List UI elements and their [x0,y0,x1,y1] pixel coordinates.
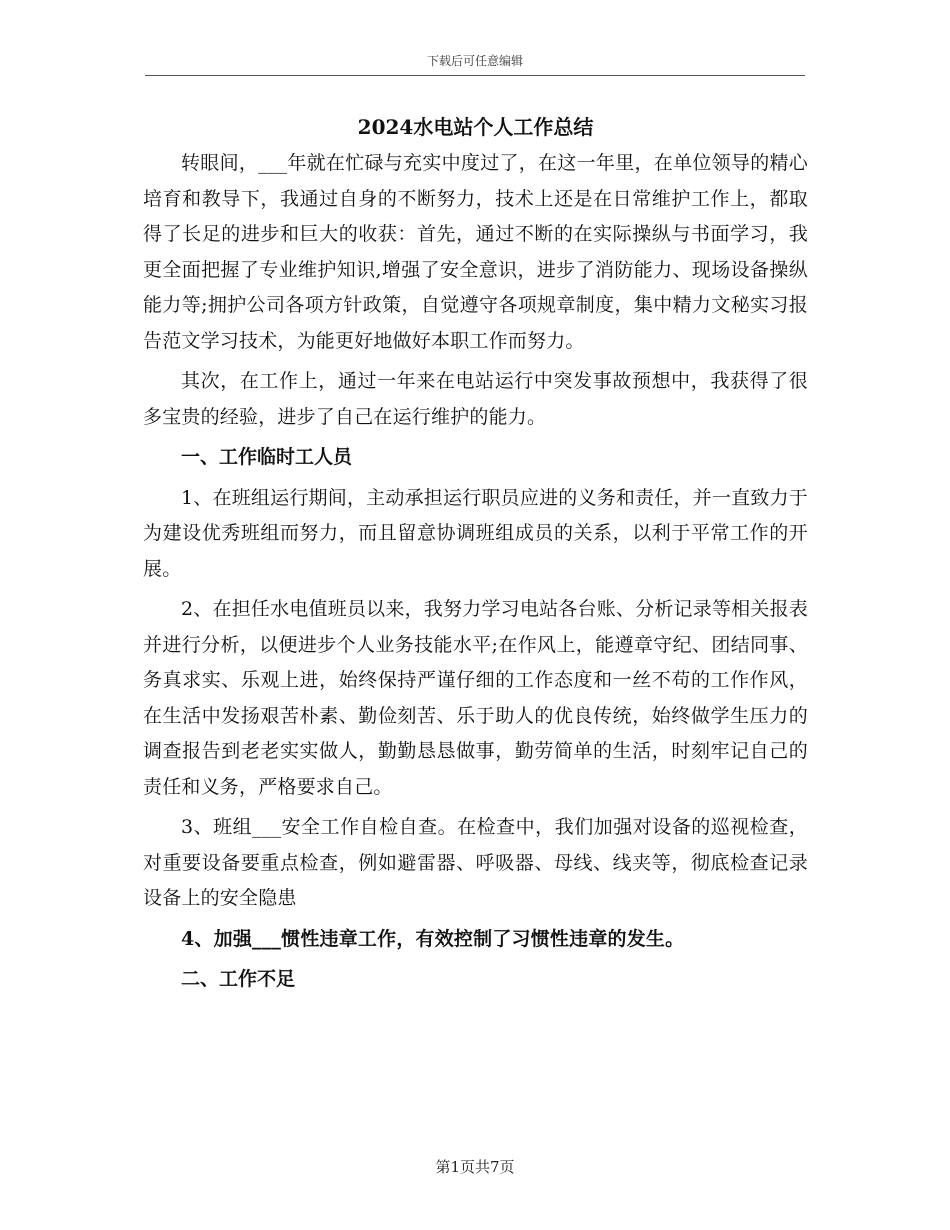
paragraph-item-3: 3、班组___安全工作自检自查。在检查中，我们加强对设备的巡视检查，对重要设备要重点检查，例如避雷器、呼吸器、母线、线夹等，彻底检查记录设备上的安全隐患 [143,816,808,909]
page-header: 下载后可任意编辑 [426,54,523,68]
paragraph-second: 其次，在工作上，通过一年来在电站运行中突发事故预想中，我获得了很多宝贵的经验，进步了自己在运行维护的能力。 [143,370,808,428]
page-number: 第1页共7页 [435,1158,515,1176]
header-divider [145,75,805,76]
section-heading-1: 一、工作临时工人员 [181,446,353,468]
document-body [143,112,808,1003]
paragraph-item-1: 1、在班组运行期间，主动承担运行职员应进的义务和责任，并一直致力于为建设优秀班组而努力，而且留意协调班组成员的关系，以利于平常工作的开展。 [143,486,808,580]
section-heading-2: 二、工作不足 [181,968,296,990]
paragraph-item-2: 2、在担任水电值班员以来，我努力学习电站各台账、分析记录等相关报表并进行分析，以便进步个人业务技能水平;在作风上，能遵章守纪、团结同事、务真求实、乐观上进，始终保持严谨仔细的工作态度和一丝不苟的工作作风，在生活中发扬艰苦朴素、勤俭刻苦、乐于助人的优良传统，始终做学生压力的调查报告到老老实实做人，勤勤恳恳做事，勤劳简单的生活，时刻牢记自己的责任和义务，严格要求自己。 [143,598,808,798]
paragraph-item-4: 4、加强___惯性违章工作，有效控制了习惯性违章的发生。 [181,927,685,950]
document-title: 2024水电站个人工作总结 [357,115,594,139]
paragraph-intro: 转眼间，___年就在忙碌与充实中度过了，在这一年里，在单位领导的精心培育和教导下，我通过自身的不断努力，技术上还是在日常维护工作上，都取得了长足的进步和巨大的收获：首先，通过不断的在实际操纵与书面学习，我更全面把握了专业维护知识,增强了安全意识，进步了消防能力、现场设备操纵能力等;拥护公司各项方针政策，自觉遵守各项规章制度，集中精力文秘实习报告范文学习技术，为能更好地做好本职工作而努力。 [143,152,808,352]
